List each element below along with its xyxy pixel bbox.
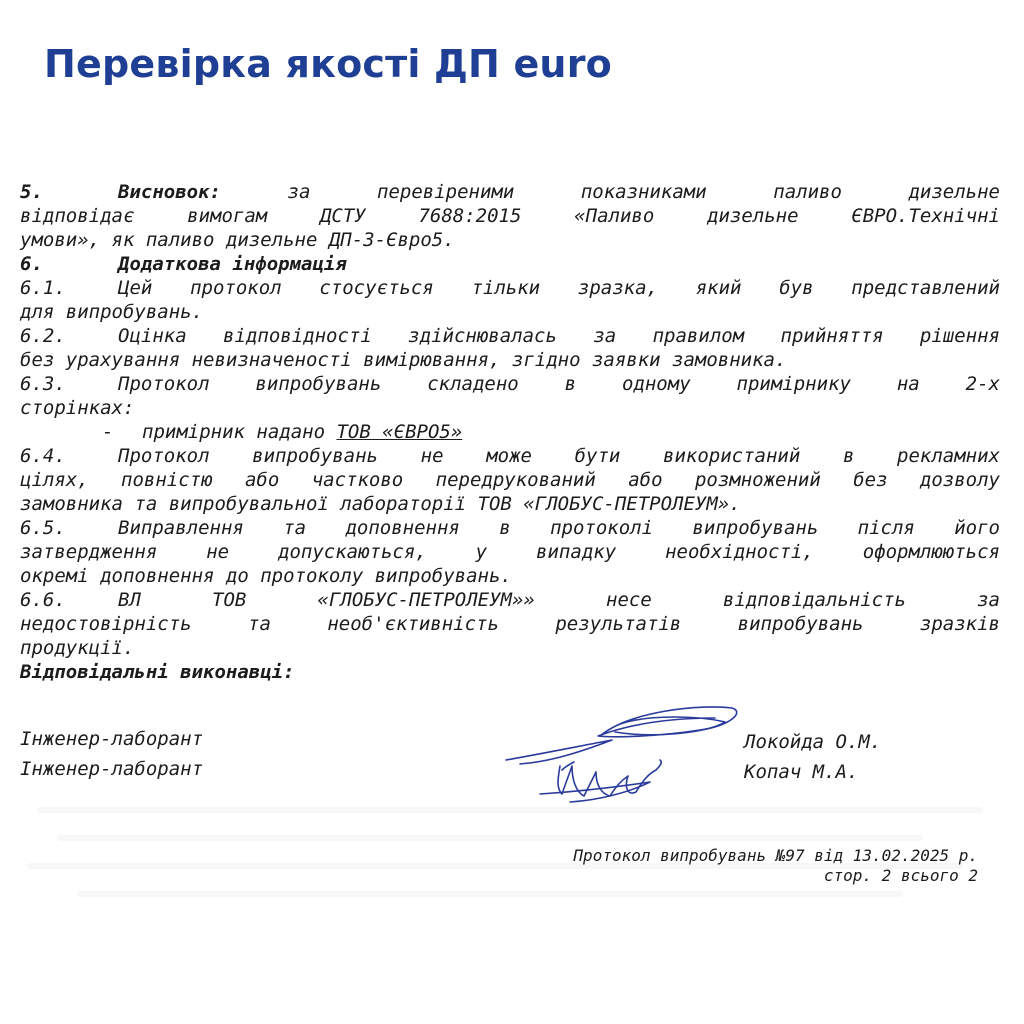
signer-role: Інженер-лаборант	[20, 758, 204, 780]
section-number: 6.3.	[20, 373, 66, 395]
section-6-4-line-2: цілях, повністю або частково передрукований або розмножений без дозволу	[20, 469, 1000, 491]
signer-name: Копач М.А.	[744, 761, 859, 783]
section-number: 6.5.	[20, 517, 66, 539]
section-number: 6.1.	[20, 277, 66, 299]
section-6-5-line-1	[20, 516, 1000, 540]
signer-roles	[20, 728, 203, 788]
protocol-text	[20, 180, 1000, 684]
scan-texture	[20, 790, 1010, 910]
footer-page-count: стор. 2 всього 2	[823, 866, 978, 885]
section-5-text: за перевіреними показниками паливо дизельне	[287, 181, 1000, 203]
section-6-5-text: Виправлення та доповнення в протоколі випробувань після його	[118, 517, 1000, 539]
section-6-label: Додаткова інформація	[118, 253, 347, 275]
section-6-5-line-2: затвердження не допускаються, у випадку необхідності, оформлюються	[20, 541, 1000, 563]
section-5-line-2: відповідає вимогам ДСТУ 7688:2015 «Паливо дизельне ЄВРО.Технічні	[20, 205, 1000, 227]
section-6-3-text: Протокол випробувань складено в одному примірнику на 2-х	[118, 373, 1000, 395]
section-number: 6.2.	[20, 325, 66, 347]
section-6-1-text: Цей протокол стосується тільки зразка, який був представлений	[118, 277, 1000, 299]
signer-role: Інженер-лаборант	[20, 728, 204, 750]
section-6-3-bullet	[20, 420, 1000, 444]
section-6-4-line-1	[20, 444, 1000, 468]
section-6-1-line-1	[20, 276, 1000, 300]
bullet-text: примірник надано	[142, 421, 337, 443]
conclusion-label: Висновок:	[118, 181, 221, 203]
section-5-line-3: умови», як паливо дизельне ДП-3-Євро5.	[20, 229, 455, 251]
footer-protocol-ref: Протокол випробувань №97 від 13.02.2025 р.	[573, 846, 978, 865]
page-title: Перевірка якості ДП euro	[44, 42, 612, 86]
customer-company: ТОВ «ЄВРО5»	[336, 421, 463, 443]
section-6-3-line-2: сторінках:	[20, 397, 135, 419]
section-6-5-line-3: окремі доповнення до протоколу випробувань.	[20, 565, 512, 587]
section-6-2-text: Оцінка відповідності здійснювалась за правилом прийняття рішення	[118, 325, 1000, 347]
section-number: 6.4.	[20, 445, 66, 467]
signer-names	[744, 731, 881, 791]
section-6-4-line-3: замовника та випробувальної лабораторії ТОВ «ГЛОБУС-ПЕТРОЛЕУМ».	[20, 493, 741, 515]
section-6-2-line-2: без урахування невизначеності вимірювання, згідно заявки замовника.	[20, 349, 787, 371]
section-number: 6.6.	[20, 589, 66, 611]
section-6-2-line-1	[20, 324, 1000, 348]
section-5-line-1	[20, 180, 1000, 204]
bullet-dash: -	[102, 421, 114, 443]
section-6-4-text: Протокол випробувань не може бути використаний в рекламних	[118, 445, 1000, 467]
section-number: 5.	[20, 181, 43, 203]
section-number: 6.	[20, 253, 43, 275]
section-6-1-line-2: для випробувань.	[20, 301, 204, 323]
section-6-6-line-2: недостовірність та необ'єктивність результатів випробувань зразків	[20, 613, 1000, 635]
section-6-6-line-3: продукції.	[20, 637, 135, 659]
section-6-3-line-1	[20, 372, 1000, 396]
section-6-6-line-1	[20, 588, 1000, 612]
signer-name: Локойда О.М.	[744, 731, 882, 753]
section-6-6-text: ВЛ ТОВ «ГЛОБУС-ПЕТРОЛЕУМ»» несе відповідальність за	[118, 589, 1000, 611]
responsible-label: Відповідальні виконавці:	[20, 661, 295, 683]
section-6-heading	[20, 252, 1000, 276]
